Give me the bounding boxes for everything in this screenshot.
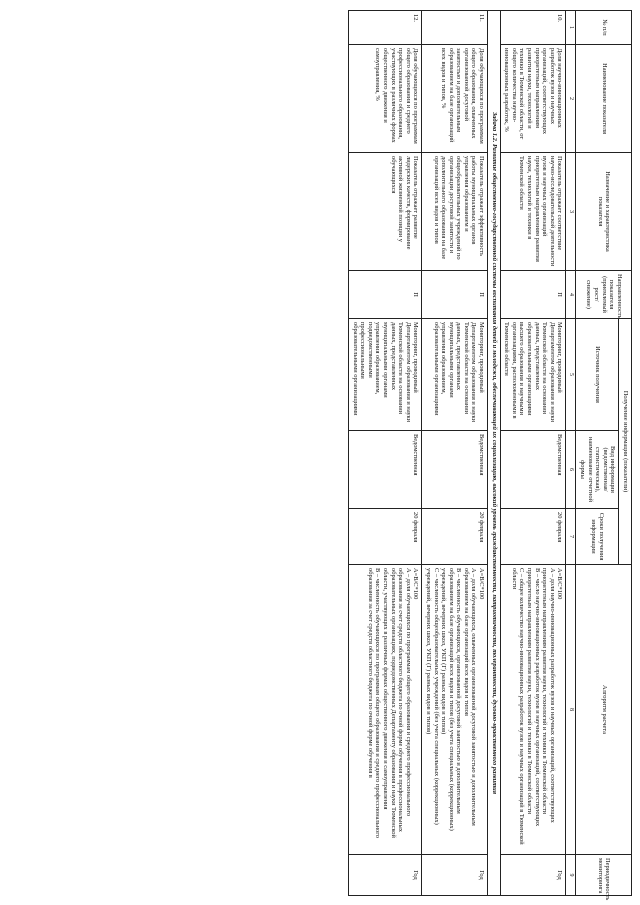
info-type: Ведомственная [500,431,566,509]
header-row-top [619,11,632,896]
column-number: 4 [566,271,576,319]
column-number: 2 [566,45,576,153]
col-info-header: Вид информации (ведомственная/статистическая), наименование отчетной формы [576,431,619,509]
column-number: 8 [566,565,576,855]
indicator-name: Доля обучающихся по программам общего образования, охваченных организованной досуговой занятостью и дополнительным образованием на базе организаций всех видов и типов, % [422,45,488,153]
column-number: 1 [566,11,576,45]
indicator-purpose: Показатель отражает эффективность работы муниципальных органов управления образованием и общеобразовательных учреждений по организации досуговой занятости и дополнительного образования на базе организаций всех видов и типов [422,153,488,271]
task-heading: Задача 1.2. Развитие общественно-государственной системы воспитания детей и молодежи, обеспечивающей их социализацию, высокий уровень гражданственности, патриотичности, толерантности, духовно-нравственного развития [488,11,501,896]
column-number: 5 [566,319,576,431]
indicator-purpose: Показатель отражает развитие лидерских качеств, формирование активной жизненной позиции у обучающихся [349,153,422,271]
col-deadline-header: Сроки получения информации [576,509,619,565]
col-number-header: № п/п [576,11,632,45]
task-row [488,11,501,896]
info-source: Мониторинг, проводимый Департаментом образования и науки Тюменской области на основании данных, представленных муниципальными органами управления образованием, образовательными организациями [422,319,488,431]
col-direction-header: Направленность показателя (приемлемый рост/снижение) [576,271,632,319]
info-deadline: 20 февраля [500,509,566,565]
indicator-direction: П [422,271,488,319]
indicator-table [348,10,632,901]
column-number: 3 [566,153,576,271]
indicator-name: Доля научно-инновационных разработок вузов и научных организаций, соответствующих приоритетным направлениям развития науки, технологий и техники в Тюменской области, от общего количества научно-инновационных разработок, % [500,45,566,153]
col-algorithm-header: Алгоритм расчета [576,565,632,855]
indicator-direction: П [500,271,566,319]
indicator-name: Доля обучающихся по программам общего образования и среднего профессионального образования, участвующих в различных формах общественного движения и самоуправления, % [349,45,422,153]
table-row [349,11,422,896]
monitoring-period: Год [422,855,488,896]
column-number: 9 [566,855,576,896]
row-number: 11. [422,11,488,45]
info-deadline: 20 февраля [349,509,422,565]
row-number: 10. [500,11,566,45]
column-number-row [566,11,576,896]
col-purpose-header: Назначение и характеристика показателя [576,153,632,271]
monitoring-period: Год [349,855,422,896]
info-source: Мониторинг, проводимый Департаментом образования и науки Тюменской области на основании данных, представленных муниципальными органами управления образованием, подведомственными профессиональными образовательными организациями [349,319,422,431]
column-number: 6 [566,431,576,509]
calculation-algorithm: A=B/C*100 A – доля научно-инновационных разработок вузов и научных организаций, соответствующих приоритетным направлениям развития науки, технологий и техники в Тюменской области B – число научно-инновационных разработок вузов и научных организаций, соответствующих приоритетным направлениям развития науки, технологий и техники в Тюменской области C – общее количество научно-инновационных разработок вузов и научных организаций в Тюменской области [500,565,566,855]
indicator-purpose: Показатель отражает соответствие научно-исследовательской деятельности вузов и научных организаций приоритетным направлениям развития науки, технологий и техники в Тюменской области [500,153,566,271]
col-period-header: Периодичность мониторинга [576,855,632,896]
row-number: 12. [349,11,422,45]
calculation-algorithm: A=B/C*100 A – доля обучающихся, охваченных организованной досуговой занятостью и дополнительным образованием на базе организаций всех видов и типов B – численность обучающихся, организованной досуговой занятостью и дополнительным образованием на базе организаций всех видов и типов (без учета специальных (коррекционных) учреждений, вечерних школ, УКП (Г) разных видов и типов) C – численность общеобразовательных учреждений (без учета специальных (коррекционных) учреждений, вечерних школ, УКП (Г) разных видов и типов) [422,565,488,855]
table-row [422,11,488,896]
table-row [500,11,566,896]
col-source-header: Источник получения [576,319,619,431]
info-deadline: 20 февраля [422,509,488,565]
column-number: 7 [566,509,576,565]
col-name-header: Наименование показателя [576,45,632,153]
indicator-direction: П [349,271,422,319]
monitoring-period: Год [500,855,566,896]
info-type: Ведомственная [349,431,422,509]
info-source: Мониторинг, проводимый Департаментом образования и науки Тюменской области на основании данных, представленных образовательными организациями высшего образования и научными организациями, расположенными в Тюменской области [500,319,566,431]
calculation-algorithm: A=B/C*100 A – доля обучающихся по программам общего образования и среднего профессионального образования за счет средств областного бюджета по очной форме обучения в профессиональных образовательных организациях, подведомственных Департаменту образования и науки Тюменской области, участвующих в различных формах общественного движения и самоуправления B – численность обучающихся по программам общего образования и среднего профессионального образования за счет средств областного бюджета по очной форме обучения в [349,565,422,855]
info-type: Ведомственная [422,431,488,509]
info-group-header: Получение информации (показатели) [619,319,632,565]
